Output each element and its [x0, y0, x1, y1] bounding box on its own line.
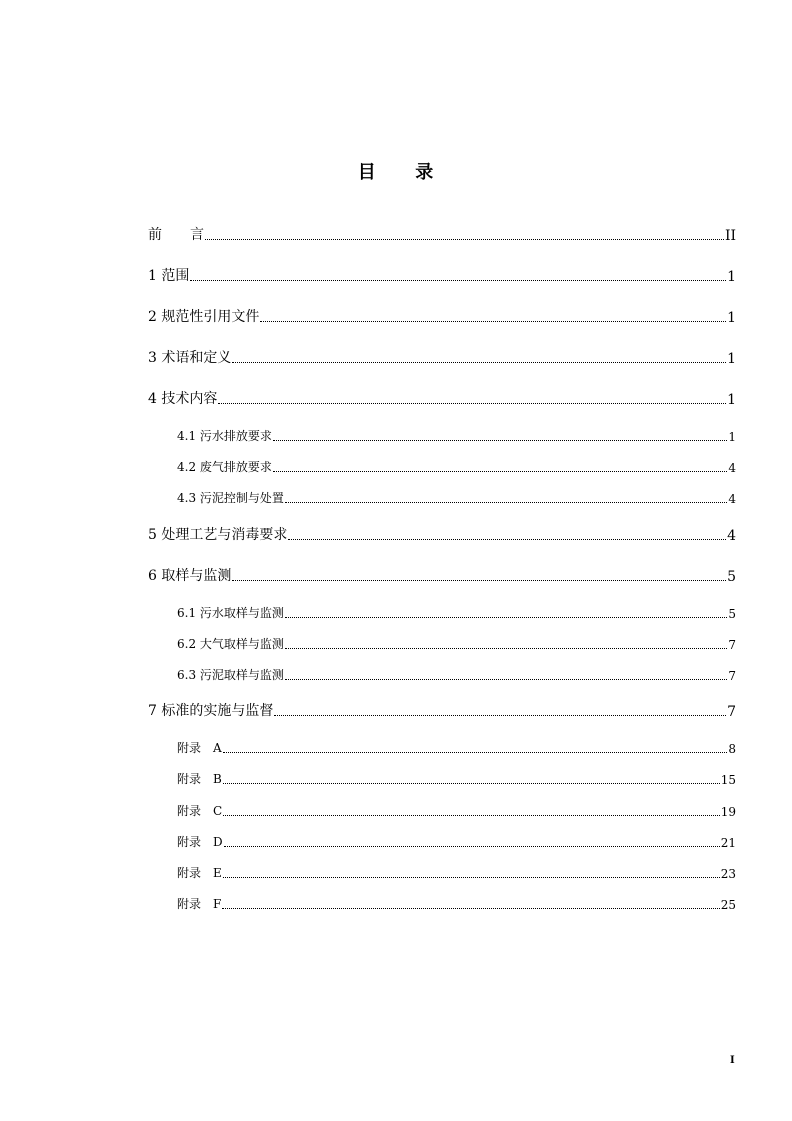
toc-entry-page: 1 [727, 310, 736, 326]
toc-entry-sampling-monitoring[interactable] [148, 565, 736, 585]
toc-entry-appendix-d[interactable] [177, 830, 736, 850]
toc-entry-6-1[interactable] [177, 601, 736, 621]
toc-entry-4-1[interactable] [177, 424, 736, 444]
toc-entry-page: 4 [727, 528, 736, 544]
toc-entry-label: 1 范围 [148, 268, 190, 284]
toc-entry-appendix-b[interactable] [177, 767, 736, 787]
toc-entry-label: 3 术语和定义 [148, 350, 232, 366]
toc-entry-4-3[interactable] [177, 486, 736, 506]
page-number-footer: I [730, 1055, 735, 1066]
toc-entry-label: 6.3 污泥取样与监测 [177, 668, 284, 682]
toc-leader-dots [223, 751, 728, 753]
toc-leader-dots [273, 470, 727, 472]
toc-entry-page: 19 [720, 805, 736, 819]
toc-entry-label: 4.2 废气排放要求 [177, 460, 272, 474]
toc-leader-dots [224, 845, 720, 847]
toc-entry-label: 4.3 污泥控制与处置 [177, 491, 284, 505]
toc-entry-label: 附录 C [177, 804, 223, 818]
toc-entry-page: 1 [728, 430, 736, 444]
toc-entry-page: 1 [727, 351, 736, 367]
toc-entry-6-3[interactable] [177, 663, 736, 683]
page-title-left: 目 [357, 162, 377, 183]
toc-leader-dots [218, 402, 726, 404]
toc-entry-label: 附录 E [177, 866, 222, 880]
toc-entry-6-2[interactable] [177, 632, 736, 652]
toc-leader-dots [285, 501, 727, 503]
toc-entry-page: 5 [728, 607, 736, 621]
toc-entry-technical-content[interactable] [148, 388, 736, 408]
toc-leader-dots [190, 279, 726, 281]
toc-leader-dots [260, 320, 726, 322]
toc-entry-page: II [724, 228, 736, 244]
toc-entry-label: 5 处理工艺与消毒要求 [148, 527, 288, 543]
toc-entry-scope[interactable] [148, 265, 736, 285]
toc-entry-page: 7 [728, 638, 736, 652]
toc-entry-label: 附录 B [177, 772, 222, 786]
toc-entry-label: 4.1 污水排放要求 [177, 429, 272, 443]
toc-leader-dots [274, 714, 726, 716]
toc-entry-page: 1 [727, 269, 736, 285]
toc-leader-dots [232, 361, 726, 363]
toc-entry-label: 4 技术内容 [148, 391, 218, 407]
page-title [0, 158, 792, 184]
toc-entry-implementation-supervision[interactable] [148, 700, 736, 720]
toc-leader-dots [223, 814, 720, 816]
toc-entry-process-disinfection[interactable] [148, 524, 736, 544]
toc-entry-label: 6 取样与监测 [148, 568, 232, 584]
toc-entry-terms-definitions[interactable] [148, 347, 736, 367]
toc-entry-page: 23 [720, 867, 736, 881]
toc-entry-appendix-c[interactable] [177, 799, 736, 819]
toc-leader-dots [205, 238, 724, 240]
toc-entry-label: 附录 F [177, 897, 222, 911]
toc-entry-page: 25 [720, 898, 736, 912]
toc-entry-foreword[interactable] [148, 224, 736, 244]
toc-leader-dots [285, 678, 727, 680]
toc-entry-appendix-f[interactable] [177, 892, 736, 912]
toc-entry-label: 7 标准的实施与监督 [148, 703, 274, 719]
toc-leader-dots [232, 579, 726, 581]
toc-entry-page: 4 [728, 492, 736, 506]
toc-entry-appendix-e[interactable] [177, 861, 736, 881]
toc-entry-label: 2 规范性引用文件 [148, 309, 260, 325]
toc-entry-page: 1 [727, 392, 736, 408]
toc-leader-dots [222, 907, 719, 909]
toc-entry-page: 21 [720, 836, 736, 850]
toc-entry-label: 6.2 大气取样与监测 [177, 637, 284, 651]
toc-entry-label: 前 言 [148, 227, 204, 243]
toc-leader-dots [285, 647, 727, 649]
toc-leader-dots [288, 538, 726, 540]
toc-entry-page: 7 [727, 704, 736, 720]
toc-entry-page: 4 [728, 461, 736, 475]
toc-entry-4-2[interactable] [177, 455, 736, 475]
toc-entry-page: 7 [728, 669, 736, 683]
toc-leader-dots [285, 616, 727, 618]
toc-entry-label: 6.1 污水取样与监测 [177, 606, 284, 620]
toc-leader-dots [223, 876, 720, 878]
toc-entry-label: 附录 A [177, 741, 222, 755]
toc-leader-dots [223, 782, 720, 784]
page-title-right: 录 [415, 162, 435, 183]
toc-entry-label: 附录 D [177, 835, 223, 849]
toc-entry-page: 8 [728, 742, 736, 756]
toc-leader-dots [273, 439, 727, 441]
toc-entry-appendix-a[interactable] [177, 736, 736, 756]
toc-entry-page: 5 [727, 569, 736, 585]
toc-entry-normative-references[interactable] [148, 306, 736, 326]
toc-entry-page: 15 [720, 773, 736, 787]
